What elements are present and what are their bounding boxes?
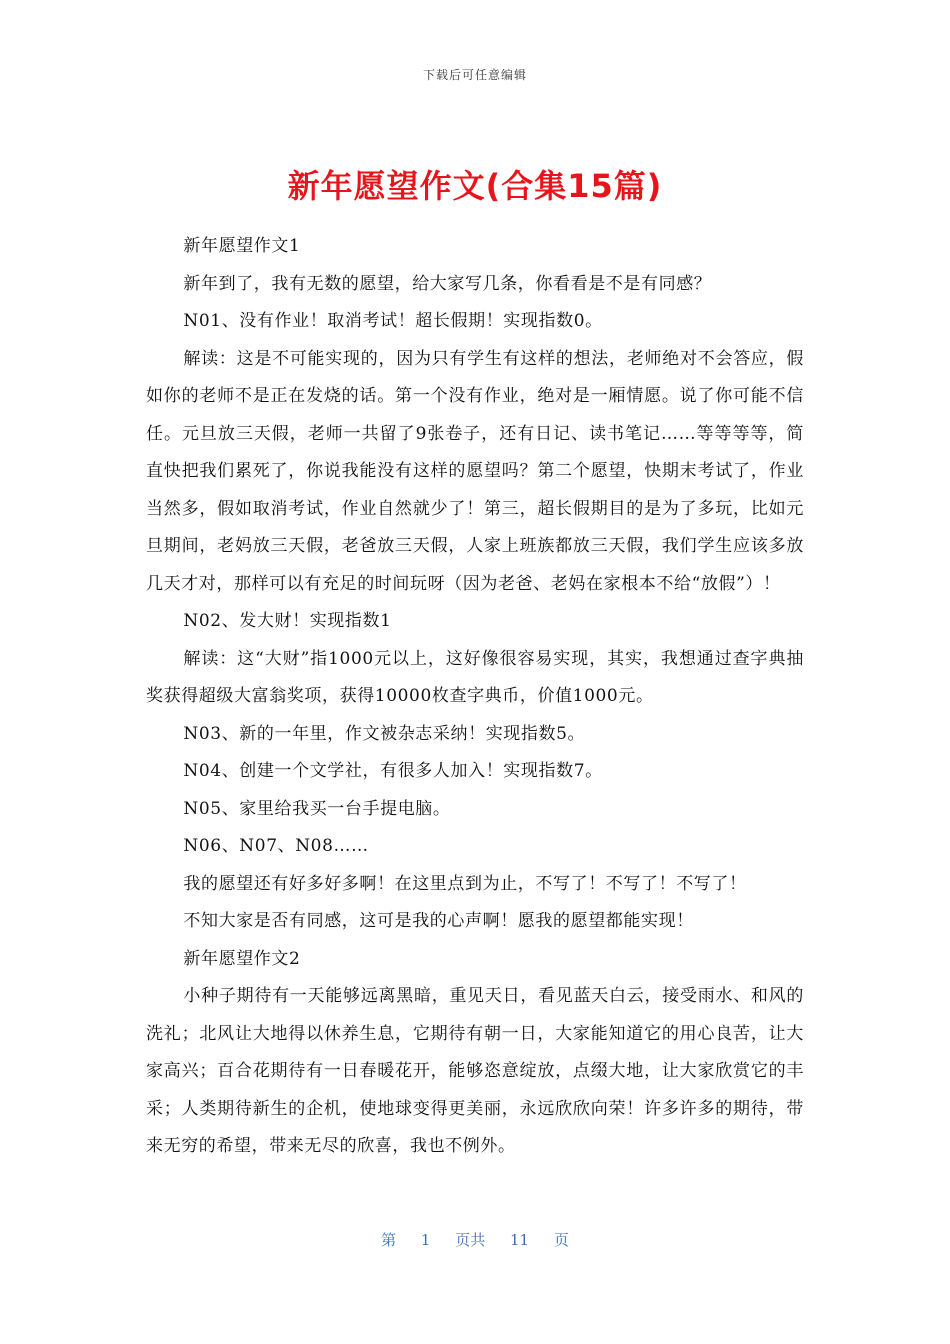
section-heading-2: 新年愿望作文2 (183, 948, 301, 969)
document-body (146, 228, 804, 1166)
total-label: 页共 (455, 1231, 486, 1249)
section-heading-1: 新年愿望作文1 (183, 236, 301, 256)
page-footer (0, 1229, 950, 1250)
page-number: 1 (420, 1231, 431, 1249)
wish-item: N06、N07、N08…… (183, 836, 369, 856)
paragraph: 小种子期待有一天能够远离黑暗，重见天日，看见蓝天白云，接受雨水、和风的洗礼；北风让大地得以休养生息，它期待有朝一日，大家能知道它的用心良苦，让大家高兴；百合花期待有一日春暖花开，能够恣意绽放，点缀大地，让大家欣赏它的丰采；人类期待新生的企机，使地球变得更美丽，永远欣欣向荣！许多许多的期待，带来无穷的希望，带来无尽的欣喜，我也不例外。 (146, 986, 804, 1156)
paragraph: 我的愿望还有好多好多啊！在这里点到为止，不写了！不写了！不写了！ (183, 873, 747, 894)
header-note: 下载后可任意编辑 (422, 68, 527, 82)
wish-item: N02、发大财！实现指数1 (183, 611, 392, 631)
paragraph: 不知大家是否有同感，这可是我的心声啊！愿我的愿望都能实现！ (183, 911, 694, 931)
wish-item: N05、家里给我买一台手提电脑。 (183, 798, 451, 819)
wish-item: N03、新的一年里，作文被杂志采纳！实现指数5。 (183, 723, 586, 744)
document-title: 新年愿望作文(合集15篇) (287, 167, 663, 206)
wish-item: N04、创建一个文学社，有很多人加入！实现指数7。 (183, 761, 603, 781)
page-suffix: 页 (553, 1231, 569, 1249)
paragraph: 解读：这“大财”指1000元以上，这好像很容易实现，其实，我想通过查字典抽奖获得超级大富翁奖项，获得10000枚查字典币，价值1000元。 (146, 648, 804, 706)
paragraph: 新年到了，我有无数的愿望，给大家写几条，你看看是不是有同感？ (183, 273, 712, 294)
paragraph: 解读：这是不可能实现的，因为只有学生有这样的想法，老师绝对不会答应，假如你的老师不是正在发烧的话。第一个没有作业，绝对是一厢情愿。说了你可能不信任。元旦放三天假，老师一共留了9张卷子，还有日记、读书笔记……等等等等，简直快把我们累死了，你说我能没有这样的愿望吗？第二个愿望，快期末考试了，作业当然多，假如取消考试，作业自然就少了！第三，超长假期目的是为了多玩，比如元旦期间，老妈放三天假，老爸放三天假，人家上班族都放三天假，我们学生应该多放几天才对，那样可以有充足的时间玩呀（因为老爸、老妈在家根本不给“放假”）！ (146, 348, 804, 594)
page-label: 第 (381, 1231, 397, 1249)
total-pages: 11 (510, 1231, 530, 1249)
wish-item: N01、没有作业！取消考试！超长假期！实现指数0。 (183, 311, 603, 331)
